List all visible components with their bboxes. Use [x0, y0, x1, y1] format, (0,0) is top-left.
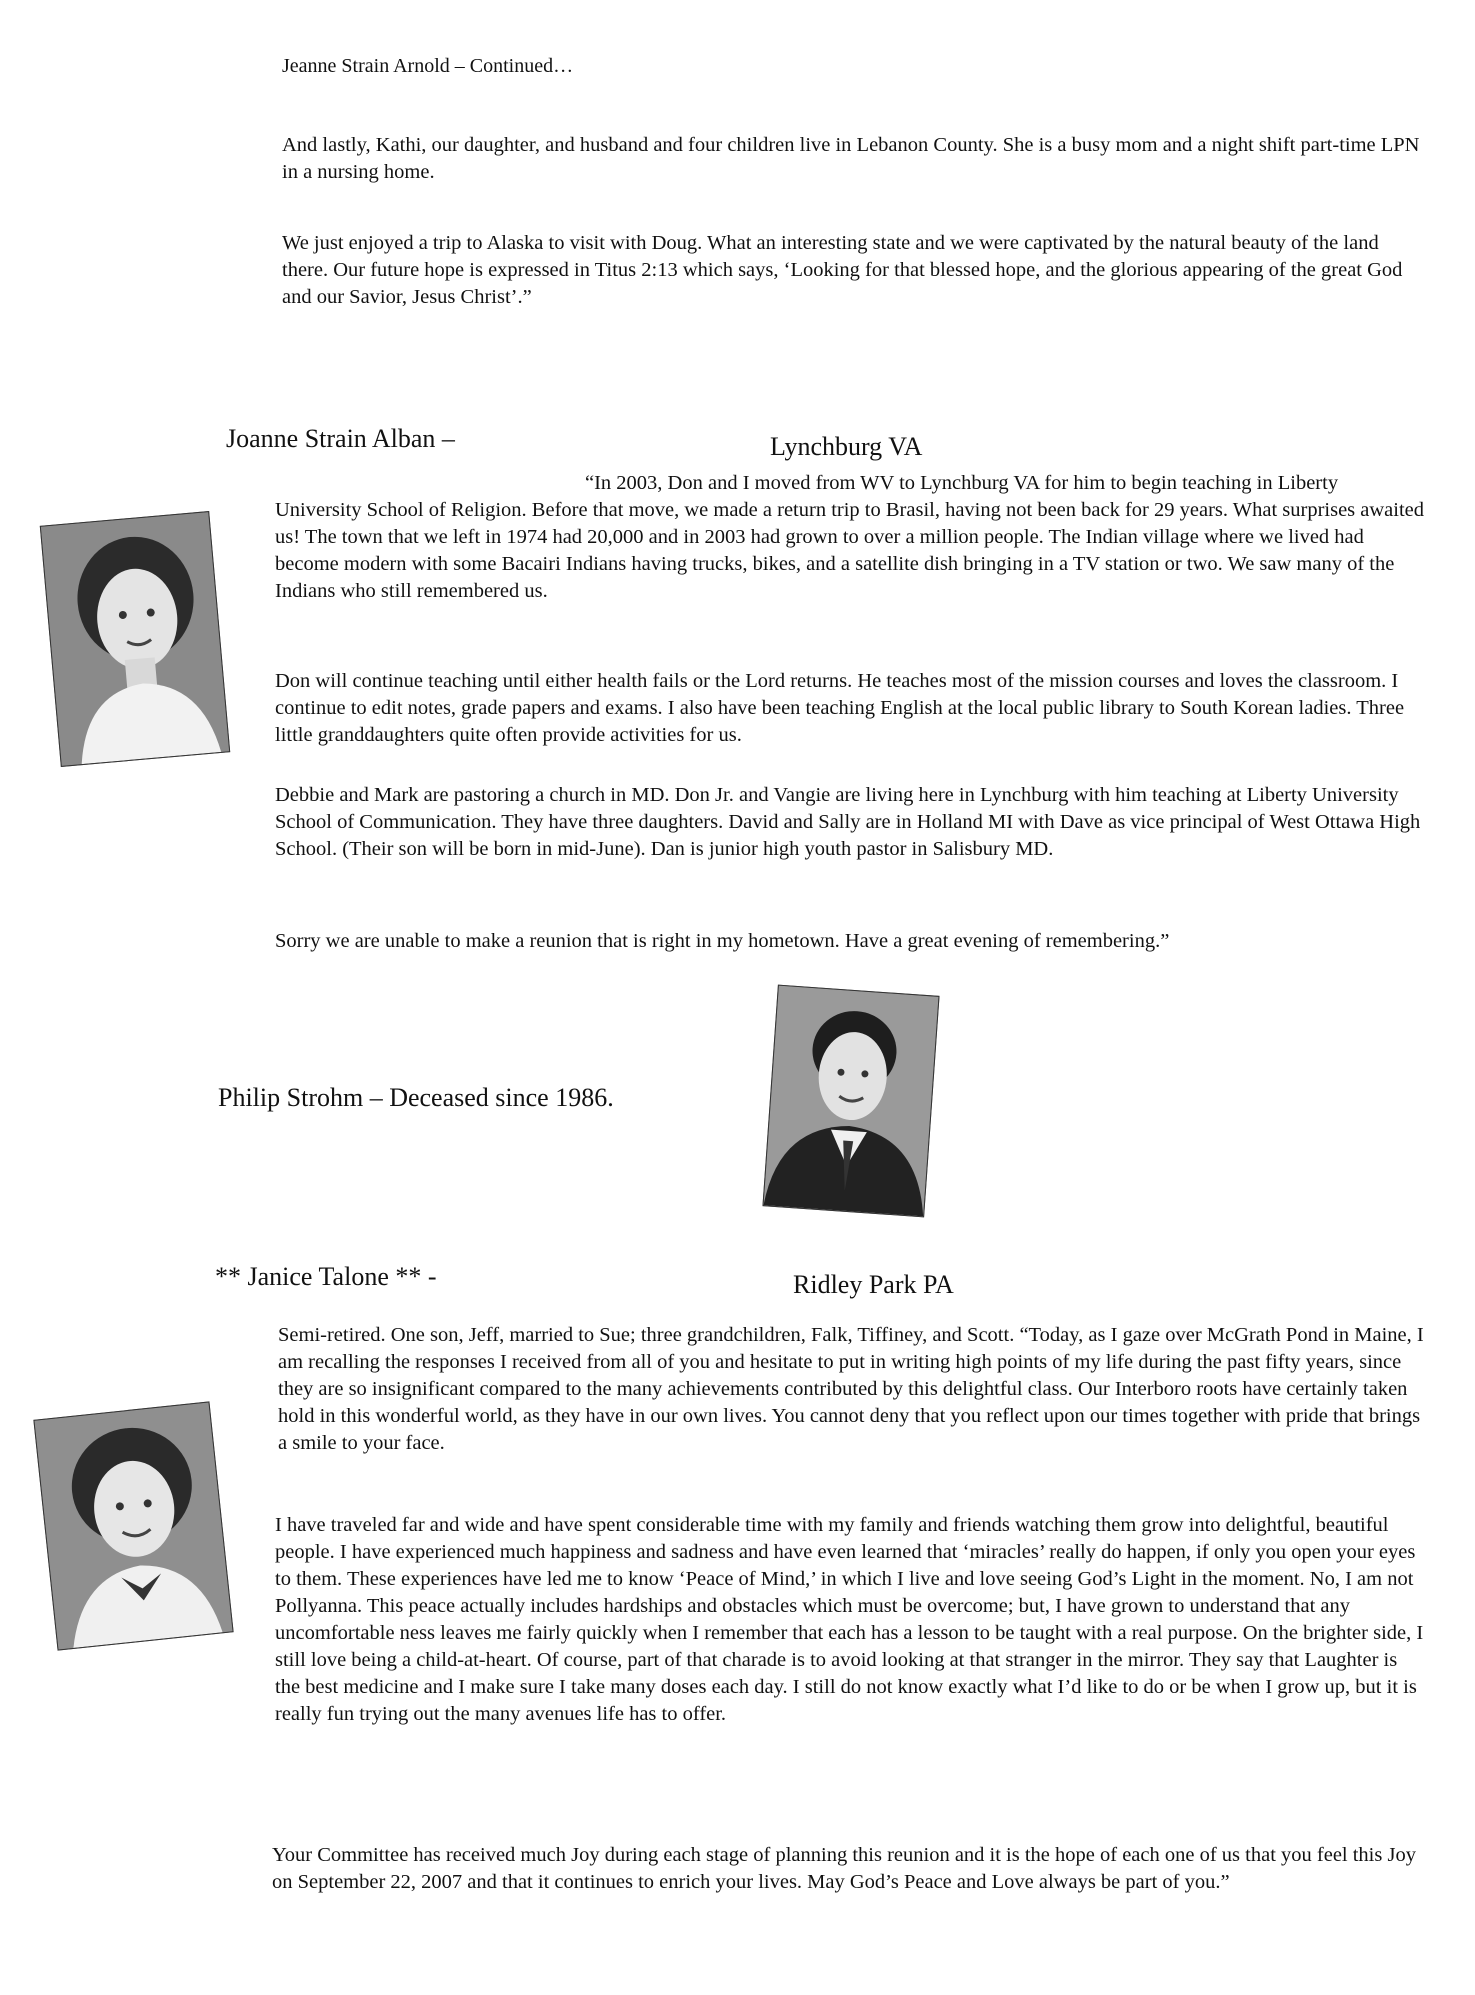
alban-paragraph-1-text: “In 2003, Don and I moved from WV to Lynchburg VA for him to begin teaching in Liberty University School of Religion. Before that move, we made a return trip to Brasil, having not been back for 29 years. What surprises awaited us! The town that we left in 1974 had 20,000 and in 2003 had grown to over a million people. The Indian village where we lived had become modern with some Bacairi Indians having trucks, bikes, and a satellite dish bringing in a TV station or two. We saw many of the Indians who still remembered us. — [275, 472, 1425, 602]
arnold-paragraph-2-text: We just enjoyed a trip to Alaska to visit with Doug. What an interesting state and we were captivated by the natural beauty of the land there. Our future hope is expressed in Titus 2:13 which says, ‘Looking for that blessed hope, and the glorious appearing of the great God and our Savior, Jesus Christ’.” — [282, 232, 1403, 308]
strohm-photo — [762, 985, 939, 1218]
alban-paragraph-4 — [275, 928, 1425, 955]
arnold-paragraph-2 — [282, 230, 1422, 311]
talone-name: ** Janice Talone ** - — [215, 1262, 437, 1291]
talone-portrait-image — [34, 1402, 232, 1649]
talone-paragraph-3-text: Your Committee has received much Joy during each stage of planning this reunion and it is the hope of each one of us that you feel this Joy on September 22, 2007 and that it continues to enrich your lives. May God’s Peace and Love always be part of you.” — [272, 1844, 1416, 1893]
talone-paragraph-1-text: Semi-retired. One son, Jeff, married to Sue; three grandchildren, Falk, Tiffiney, and Scott. “Today, as I gaze over McGrath Pond in Maine, I am recalling the responses I received from all of you and hesitate to put in writing high points of my life during the past fifty years, since they are so insignificant compared to the many achievements contributed by this delightful class. Our Interboro roots have certainly taken hold in this wonderful world, as they have in our own lives. You cannot deny that you reflect upon our times together with pride that brings a smile to your face. — [278, 1324, 1424, 1454]
alban-paragraph-3-text: Debbie and Mark are pastoring a church in MD. Don Jr. and Vangie are living here in Lynchburg with him teaching at Liberty University School of Communication. They have three daughters. David and Sally are in Holland MI with Dave as vice principal of West Ottawa High School. (Their son will be born in mid-June). Dan is junior high youth pastor in Salisbury MD. — [275, 784, 1421, 860]
alban-paragraph-1 — [275, 470, 1425, 605]
talone-paragraph-2-text: I have traveled far and wide and have spent considerable time with my family and friends watching them grow into delightful, beautiful people. I have experienced much happiness and sadness and have even learned that ‘miracles’ really do happen, if only you open your eyes to them. These experiences have led me to know ‘Peace of Mind,’ in which I live and love seeing God’s Light in the moment. No, I am not Pollyanna. This peace actually includes hardships and obstacles which must be overcome; but, I have grown to understand that any uncomfortable ness leaves me fairly quickly when I remember that each has a lesson to be taught with a real purpose. On the brighter side, I still love being a child-at-heart. Of course, part of that charade is to avoid looking at that stranger in the mirror. They say that Laughter is the best medicine and I make sure I take many doses each day. I still do not know exactly what I’d like to do or be when I grow up, but it is really fun trying out the many avenues life has to offer. — [275, 1514, 1424, 1725]
alban-location: Lynchburg VA — [770, 432, 923, 461]
talone-photo — [33, 1401, 233, 1650]
talone-location: Ridley Park PA — [793, 1270, 954, 1299]
continued-heading: Jeanne Strain Arnold – Continued… — [282, 55, 574, 77]
alban-portrait-image — [41, 512, 229, 766]
alban-paragraph-2 — [275, 668, 1425, 749]
alban-paragraph-3 — [275, 782, 1425, 863]
alban-paragraph-2-text: Don will continue teaching until either health fails or the Lord returns. He teaches most of the mission courses and loves the classroom. I continue to edit notes, grade papers and exams. I also have been teaching English at the local public library to South Korean ladies. Three little granddaughters quite often provide activities for us. — [275, 670, 1405, 746]
strohm-portrait-image — [764, 986, 939, 1217]
arnold-paragraph-1 — [282, 132, 1422, 186]
alban-photo — [40, 511, 230, 767]
alban-paragraph-4-text: Sorry we are unable to make a reunion that is right in my hometown. Have a great evening of remembering.” — [275, 930, 1170, 952]
talone-paragraph-1 — [278, 1322, 1428, 1457]
talone-paragraph-3 — [272, 1842, 1422, 1896]
arnold-paragraph-1-text: And lastly, Kathi, our daughter, and husband and four children live in Lebanon County. She is a busy mom and a night shift part-time LPN in a nursing home. — [282, 134, 1420, 183]
strohm-line: Philip Strohm – Deceased since 1986. — [218, 1083, 614, 1112]
talone-paragraph-2 — [275, 1512, 1425, 1728]
alban-name: Joanne Strain Alban – — [226, 424, 455, 453]
